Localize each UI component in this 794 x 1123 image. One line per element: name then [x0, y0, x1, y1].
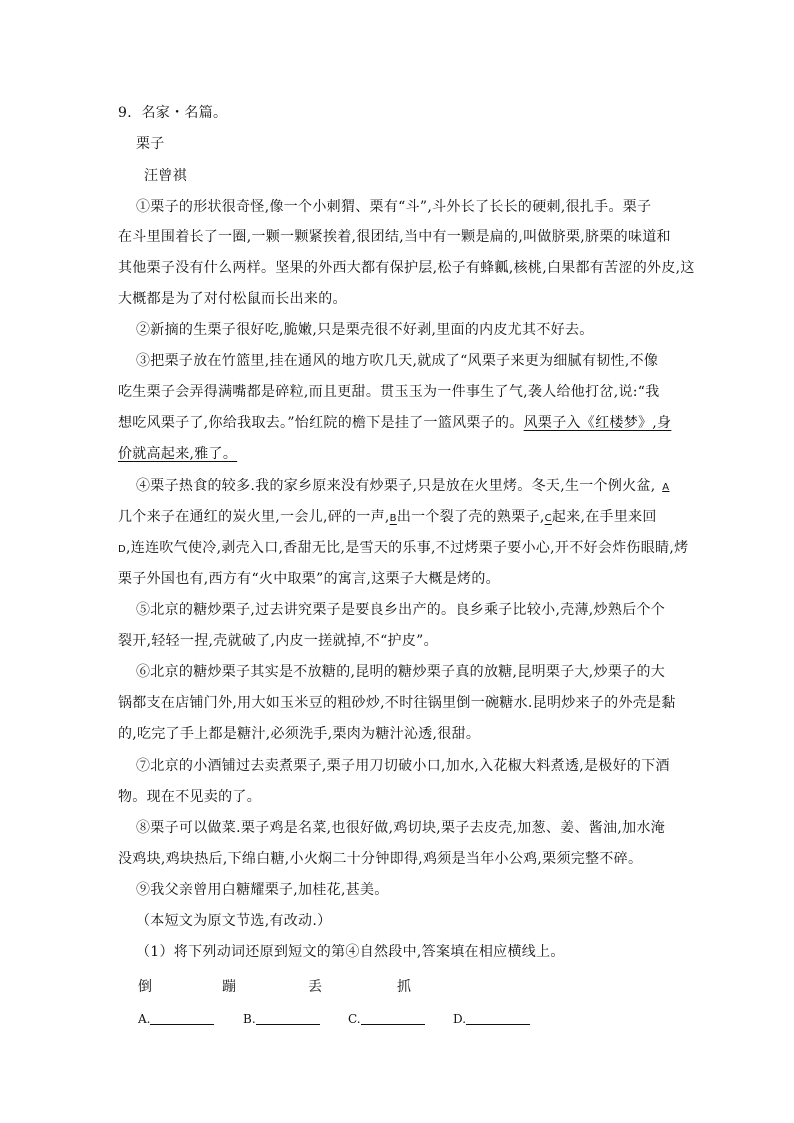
question-number-title: 9．名家・名篇。 [118, 105, 228, 121]
paragraph-5-line-1: ⑤北京的糖炒栗子,过去讲究栗子是要良乡出产的。良乡乘子比较小,壳薄,炒熟后个个 [136, 602, 666, 618]
paragraph-6-line-1: ⑥北京的糖炒栗子其实是不放糖的,昆明的糖炒栗子真的放糖,昆明栗子大,炒栗子的大 [136, 664, 666, 680]
paragraph-1-line-2: 在斗里围着长了一圈,一颗一颗紧挨着,很团结,当中有一颗是扁的,叫做脐栗,脐栗的味道和 [118, 229, 671, 245]
paragraph-4-line-1-text: ④栗子热食的较多.我的家乡原来没有炒栗子,只是放在火里烤。冬天,生一个例火盆, [136, 478, 656, 494]
paragraph-5-line-2: 裂开,轻轻一捏,壳就破了,内皮一搓就掉,不“护皮”。 [118, 633, 438, 649]
paragraph-3-line-2: 吃生栗子会弄得满嘴都是碎粒,而且更甜。贯玉玉为一件事生了气,袭人给他打岔,说:“我 [118, 384, 660, 400]
answer-line-d[interactable] [466, 1010, 530, 1025]
paragraph-4-line-4: 栗子外国也有,西方有“火中取栗”的寓言,这栗子大概是烤的。 [118, 571, 500, 587]
blank-marker-b: B [389, 513, 397, 524]
paragraph-4-line-1 [136, 476, 671, 498]
blank-marker-a: A [662, 482, 670, 493]
underlined-sentence-part-1: 风栗子入《红楼梦》,身 [523, 415, 672, 431]
answer-blank-label-a: A. [138, 1012, 151, 1026]
verb-option-4: 抓 [397, 979, 411, 995]
blank-marker-d: D [118, 544, 127, 555]
paragraph-7-line-1: ⑦北京的小酒铺过去卖煮栗子,栗子用刀切破小口,加水,入花椒大料煮透,是极好的下酒 [136, 758, 670, 774]
answer-blank-label-c: C. [348, 1012, 361, 1026]
answer-line-a[interactable] [150, 1010, 214, 1025]
paragraph-3-line-1: ③把栗子放在竹篮里,挂在通风的地方吹几天,就成了“风栗子来更为细腻有韧性,不像 [136, 353, 659, 369]
underlined-sentence-part-2: 价就高起来,雅了。 [118, 446, 238, 462]
paragraph-4-line-2-part-a: 几个来子在通红的炭火里,一会儿,砰的一声, [118, 509, 390, 525]
paragraph-4-line-2 [118, 507, 657, 529]
answer-blank-label-d: D. [453, 1012, 467, 1026]
paragraph-1-line-1: ①栗子的形状很奇怪,像一个小刺猬、栗有“斗”,斗外长了长长的硬刺,很扎手。栗子 [136, 199, 652, 215]
paragraph-9-line-1: ⑨我父亲曾用白糖耀栗子,加桂花,甚美。 [136, 882, 389, 898]
blank-marker-c: C [544, 513, 552, 524]
paragraph-4-line-2-part-b: 出一个裂了壳的熟栗子, [396, 509, 545, 525]
verb-option-1: 倒 [138, 979, 152, 995]
paragraph-3-line-3-text: 想吃风栗子了,你给我取去。”怡红院的檐下是挂了一篮风栗子的。 [118, 415, 524, 431]
paragraph-1-line-3: 其他栗子没有什么两样。坚果的外西大都有保护层,松子有蜂瓤,核桃,白果都有苦涩的外皮,这 [118, 260, 695, 276]
answer-blank-d[interactable] [453, 1009, 530, 1029]
answer-blank-a[interactable] [138, 1009, 214, 1029]
answer-line-b[interactable] [256, 1010, 320, 1025]
paragraph-6-line-3: 的,吃完了手上都是糖汁,必须洗手,栗肉为糖汁沁透,很甜。 [118, 726, 481, 742]
subquestion-prompt: （1）将下列动词还原到短文的第④自然段中,答案填在相应横线上。 [136, 944, 565, 960]
paragraph-3-line-3 [118, 413, 671, 433]
paragraph-8-line-2: 没鸡块,鸡块热后,下绵白糖,小火焖二十分钟即得,鸡须是当年小公鸡,栗须完整不碎。 [118, 851, 643, 867]
answer-blank-label-b: B. [243, 1012, 256, 1026]
answer-line-c[interactable] [361, 1010, 425, 1025]
source-note: （本短文为原文节选,有改动.） [136, 913, 332, 929]
paragraph-8-line-1: ⑧栗子可以做菜.栗子鸡是名菜,也很好做,鸡切块,栗子去皮壳,加葱、姜、酱油,加水淹 [136, 820, 665, 836]
essay-title: 栗子 [136, 136, 165, 152]
essay-author: 汪曾祺 [144, 168, 187, 184]
paragraph-7-line-2: 物。现在不见卖的了。 [118, 789, 261, 805]
paragraph-4-line-3-text: ,连连吹气使冷,剥壳入口,香甜无比,是雪天的乐事,不过烤栗子要小心,开不好会炸伤眼睛,烤 [126, 540, 689, 556]
paragraph-4-line-2-part-c: 起来,在手里来回 [551, 509, 657, 525]
paragraph-6-line-2: 锅都支在店铺门外,用大如玉米豆的粗砂炒,不时往锅里倒一碗糖水.昆明炒来子的外壳是黏 [118, 695, 676, 711]
verb-option-3: 丢 [308, 979, 322, 995]
verb-option-2: 蹦 [222, 979, 236, 995]
paragraph-1-line-4: 大概都是为了对付松鼠而长出来的。 [118, 291, 347, 307]
paragraph-4-line-3 [118, 538, 688, 560]
paragraph-2-line-1: ②新摘的生栗子很好吃,脆嫩,只是栗壳很不好剥,里面的内皮尤其不好去。 [136, 322, 594, 338]
answer-blank-c[interactable] [348, 1009, 425, 1029]
answer-blank-b[interactable] [243, 1009, 320, 1029]
